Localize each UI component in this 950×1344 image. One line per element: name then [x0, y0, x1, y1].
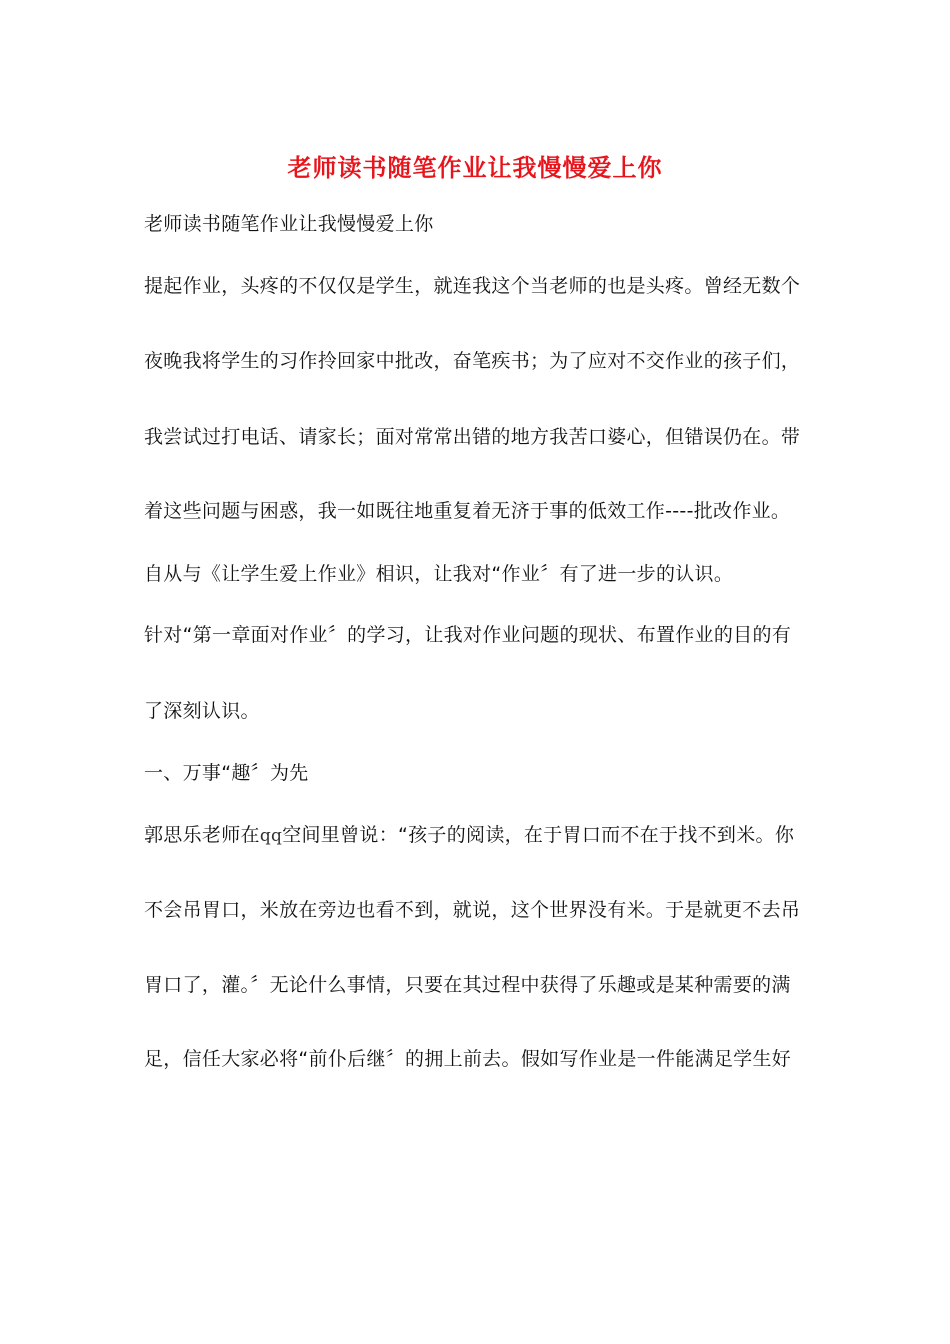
paragraph-line: 不会吊胃口，米放在旁边也看不到，就说，这个世界没有米。于是就更不去吊	[144, 899, 801, 921]
paragraph-line: 夜晚我将学生的习作拎回家中批改，奋笔疾书；为了应对不交作业的孩子们，	[144, 350, 801, 372]
paragraph-line: 自从与《让学生爱上作业》相识，让我对“作业〞有了进一步的认识。	[144, 563, 734, 585]
paragraph-line: 我尝试过打电话、请家长；面对常常出错的地方我苦口婆心，但错误仍在。带	[144, 426, 801, 448]
qq-text: qq	[259, 826, 283, 846]
paragraph-line: 足，信任大家必将“前仆后继〞的拥上前去。假如写作业是一件能满足学生好	[144, 1048, 792, 1070]
paragraph-line	[144, 822, 824, 849]
paragraph-line: 了深刻认识。	[144, 700, 260, 722]
paragraph-line: 着这些问题与困惑，我一如既往地重复着无济于事的低效工作----批改作业。	[144, 500, 791, 522]
document-title: 老师读书随笔作业让我慢慢爱上你	[287, 153, 663, 182]
section-heading: 一、万事“趣〞为先	[144, 762, 309, 784]
text-segment: 郭思乐老师在	[144, 824, 260, 846]
subtitle-line: 老师读书随笔作业让我慢慢爱上你	[144, 213, 434, 235]
paragraph-line: 胃口了，灌。〞无论什么事情，只要在其过程中获得了乐趣或是某种需要的满	[144, 974, 791, 996]
text-segment: 空间里曾说：“孩子的阅读，在于胃口而不在于找不到米。你	[282, 824, 795, 846]
paragraph-line: 提起作业，头疼的不仅仅是学生，就连我这个当老师的也是头疼。曾经无数个	[144, 275, 801, 297]
paragraph-line: 针对“第一章面对作业〞的学习，让我对作业问题的现状、布置作业的目的有	[144, 624, 792, 646]
